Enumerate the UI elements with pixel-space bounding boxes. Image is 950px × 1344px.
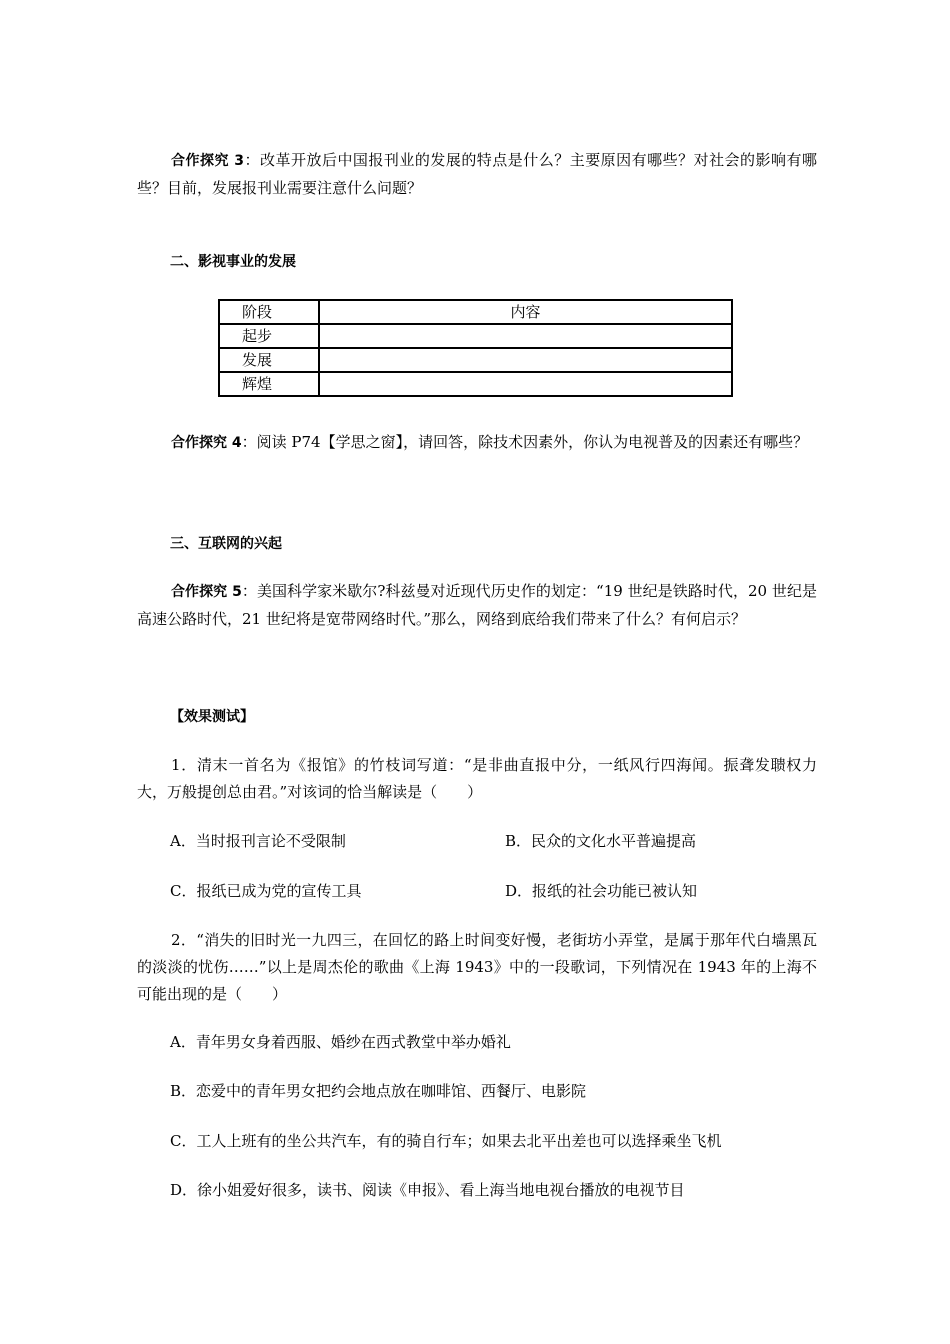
inquiry-4-text: ：阅读 P74【学思之窗】，请回答，除技术因素外，你认为电视普及的因素还有哪些？	[241, 433, 809, 451]
table-cell-stage: 发展	[219, 348, 319, 372]
table-cell-stage: 辉煌	[219, 372, 319, 396]
question-1-option-c[interactable]: C．报纸已成为党的宣传工具	[170, 882, 362, 900]
inquiry-3-label: 合作探究 3	[171, 153, 245, 169]
table-row	[219, 372, 732, 396]
table-cell-stage: 起步	[219, 324, 319, 348]
question-2-option-a[interactable]: A．青年男女身着西服、婚纱在西式教堂中举办婚礼	[170, 1033, 511, 1051]
question-1-option-a[interactable]: A．当时报刊言论不受限制	[170, 832, 346, 850]
question-2-option-b[interactable]: B．恋爱中的青年男女把约会地点放在咖啡馆、西餐厅、电影院	[170, 1082, 587, 1100]
question-2-stem: 2．“消失的旧时光一九四三，在回忆的路上时间变好慢，老街坊小弄堂，是属于那年代白墙黑瓦的淡淡的忧伤……”以上是周杰伦的歌曲《上海 1943》中的一段歌词，下列情况在 1943 年的上海不可能出现的是（ ）	[137, 931, 817, 1003]
section-2-heading: 二、影视事业的发展	[170, 254, 296, 270]
table-header-content: 内容	[319, 300, 732, 324]
question-1-option-b[interactable]: B．民众的文化水平普遍提高	[505, 832, 697, 850]
table-row	[219, 324, 732, 348]
question-1-option-d[interactable]: D．报纸的社会功能已被认知	[505, 882, 698, 900]
cooperative-inquiry-5	[137, 578, 817, 633]
effect-test-heading: 【效果测试】	[170, 709, 254, 725]
question-2-option-c[interactable]: C．工人上班有的坐公共汽车，有的骑自行车；如果去北平出差也可以选择乘坐飞机	[170, 1132, 722, 1150]
inquiry-4-label: 合作探究 4	[171, 435, 242, 451]
question-2-option-d[interactable]: D．徐小姐爱好很多，读书、阅读《申报》、看上海当地电视台播放的电视节目	[170, 1181, 685, 1199]
cooperative-inquiry-4	[137, 429, 817, 457]
inquiry-5-text: ：美国科学家米歇尔?科兹曼对近现代历史作的划定：“19 世纪是铁路时代，20 世纪是高速公路时代，21 世纪将是宽带网络时代。”那么，网络到底给我们带来了什么？有何启示？	[137, 582, 817, 628]
table-row	[219, 348, 732, 372]
table-header-row	[219, 300, 732, 324]
cooperative-inquiry-3	[137, 147, 817, 202]
stage-table	[218, 299, 733, 397]
question-1-stem: 1．清末一首名为《报馆》的竹枝词写道：“是非曲直报中分，一纸风行四海闻。振聋发聩权力大，万般提创总由君。”对该词的恰当解读是（ ）	[137, 756, 817, 801]
table-cell-content[interactable]	[319, 372, 732, 396]
table-header-stage: 阶段	[219, 300, 319, 324]
section-3-heading: 三、互联网的兴起	[170, 536, 282, 552]
table-cell-content[interactable]	[319, 324, 732, 348]
table-cell-content[interactable]	[319, 348, 732, 372]
inquiry-5-label: 合作探究 5	[171, 584, 242, 600]
inquiry-3-text: ：改革开放后中国报刊业的发展的特点是什么？主要原因有哪些？对社会的影响有哪些？目前，发展报刊业需要注意什么问题？	[137, 151, 817, 197]
